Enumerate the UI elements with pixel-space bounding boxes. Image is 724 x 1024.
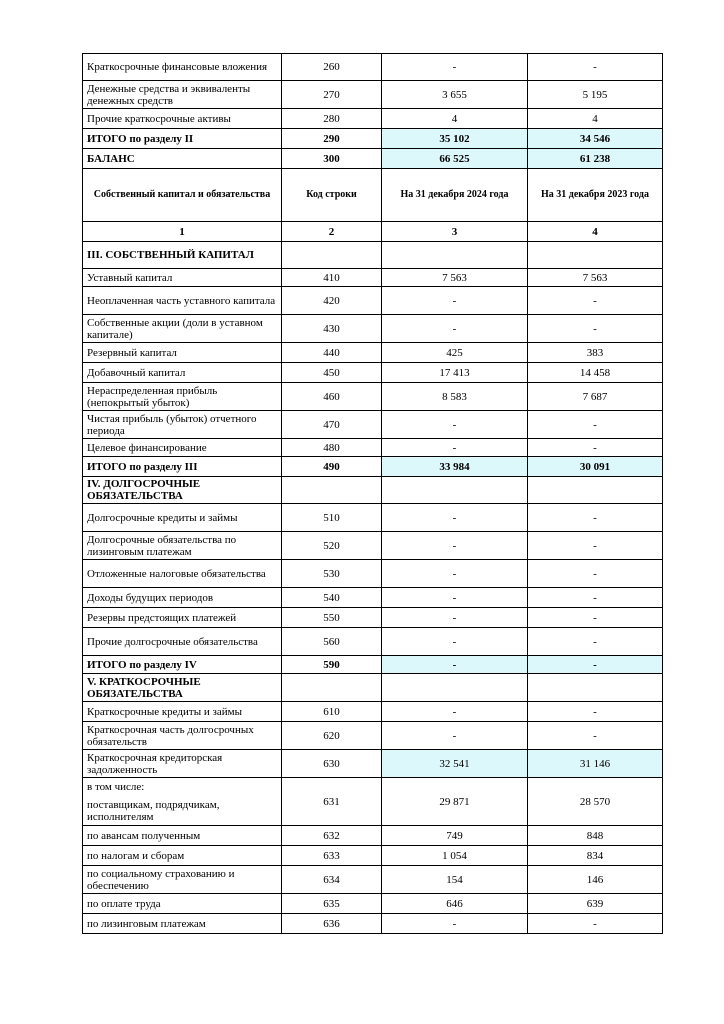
value-2024: - — [382, 532, 528, 560]
row-code: 490 — [282, 457, 382, 477]
row-name — [83, 778, 282, 826]
value-2023: 30 091 — [528, 457, 663, 477]
value-2024: 646 — [382, 894, 528, 914]
row-name: Краткосрочные кредиты и займы — [83, 702, 282, 722]
table-row — [83, 846, 663, 866]
table-row — [83, 109, 663, 129]
header-2024: На 31 декабря 2024 года — [382, 169, 528, 222]
value-2024: - — [382, 411, 528, 439]
value-2024: - — [382, 608, 528, 628]
row-name: по социальному страхованию и обеспечению — [83, 866, 282, 894]
value-2024: 425 — [382, 343, 528, 363]
row-name: Краткосрочные финансовые вложения — [83, 54, 282, 81]
value-2024: 32 541 — [382, 750, 528, 778]
row-name: Краткосрочная кредиторская задолженность — [83, 750, 282, 778]
value-2023: - — [528, 702, 663, 722]
column-number: 3 — [382, 222, 528, 242]
section-title: V. КРАТКОСРОЧНЫЕ ОБЯЗАТЕЛЬСТВА — [83, 674, 282, 702]
table-row — [83, 81, 663, 109]
table-row — [83, 411, 663, 439]
value-2024: 66 525 — [382, 149, 528, 169]
value-2023: 7 563 — [528, 269, 663, 287]
row-name: Отложенные налоговые обязательства — [83, 560, 282, 588]
value-2023: 383 — [528, 343, 663, 363]
row-code: 610 — [282, 702, 382, 722]
row-code: 635 — [282, 894, 382, 914]
value-2024: 17 413 — [382, 363, 528, 383]
row-name: Прочие долгосрочные обязательства — [83, 628, 282, 656]
row-name: Доходы будущих периодов — [83, 588, 282, 608]
value-2023: - — [528, 287, 663, 315]
row-code: 540 — [282, 588, 382, 608]
value-2024: - — [382, 914, 528, 934]
row-name: ИТОГО по разделу III — [83, 457, 282, 477]
value-2023: - — [528, 54, 663, 81]
value-2024: - — [382, 287, 528, 315]
table-row — [83, 588, 663, 608]
row-code: 270 — [282, 81, 382, 109]
value-2024: 1 054 — [382, 846, 528, 866]
value-2023: - — [528, 608, 663, 628]
table-row — [83, 914, 663, 934]
value-2023: - — [528, 588, 663, 608]
row-name: Резервы предстоящих платежей — [83, 608, 282, 628]
table-row — [83, 315, 663, 343]
table-row — [83, 628, 663, 656]
row-code: 636 — [282, 914, 382, 934]
row-code: 300 — [282, 149, 382, 169]
row-code: 430 — [282, 315, 382, 343]
balance-sheet-table — [82, 53, 663, 934]
row-name: Неоплаченная часть уставного капитала — [83, 287, 282, 315]
row-code: 560 — [282, 628, 382, 656]
value-2024: 8 583 — [382, 383, 528, 411]
table-row — [83, 722, 663, 750]
row-name: Целевое финансирование — [83, 439, 282, 457]
column-number: 1 — [83, 222, 282, 242]
row-name: по оплате труда — [83, 894, 282, 914]
row-code: 280 — [282, 109, 382, 129]
row-name: Денежные средства и эквиваленты денежных средств — [83, 81, 282, 109]
row-code: 260 — [282, 54, 382, 81]
table-row — [83, 702, 663, 722]
balance-total-row — [83, 149, 663, 169]
table-row — [83, 894, 663, 914]
row-name: Прочие краткосрочные активы — [83, 109, 282, 129]
column-number: 2 — [282, 222, 382, 242]
value-2024: - — [382, 722, 528, 750]
table-row — [83, 363, 663, 383]
row-code: 440 — [282, 343, 382, 363]
value-2023: 61 238 — [528, 149, 663, 169]
value-2023: - — [528, 722, 663, 750]
column-header-row — [83, 169, 663, 222]
value-2024: 29 871 — [382, 778, 528, 826]
value-2023: 14 458 — [528, 363, 663, 383]
table-row — [83, 504, 663, 532]
value-2023: 5 195 — [528, 81, 663, 109]
table-row — [83, 608, 663, 628]
value-2023: - — [528, 914, 663, 934]
value-2024: - — [382, 504, 528, 532]
header-2023: На 31 декабря 2023 года — [528, 169, 663, 222]
value-2023: - — [528, 504, 663, 532]
section-title: IV. ДОЛГОСРОЧНЫЕ ОБЯЗАТЕЛЬСТВА — [83, 477, 282, 504]
row-code: 290 — [282, 129, 382, 149]
header-liabilities: Собственный капитал и обязательства — [83, 169, 282, 222]
row-name: Уставный капитал — [83, 269, 282, 287]
table-row — [83, 532, 663, 560]
row-code: 480 — [282, 439, 382, 457]
value-2024: - — [382, 315, 528, 343]
row-code: 590 — [282, 656, 382, 674]
row-name: БАЛАНС — [83, 149, 282, 169]
table-row — [83, 439, 663, 457]
table-row — [83, 778, 663, 826]
column-number: 4 — [528, 222, 663, 242]
sub-row-name: поставщикам, подрядчикам, исполнителям — [87, 798, 220, 823]
value-2023: - — [528, 628, 663, 656]
row-code: 633 — [282, 846, 382, 866]
value-2023: - — [528, 315, 663, 343]
table-row — [83, 54, 663, 81]
including-label: в том числе: — [87, 780, 145, 793]
table-row — [83, 287, 663, 315]
table-row — [83, 750, 663, 778]
value-2023: - — [528, 656, 663, 674]
row-name: Долгосрочные кредиты и займы — [83, 504, 282, 532]
row-code: 510 — [282, 504, 382, 532]
value-2023: 639 — [528, 894, 663, 914]
value-2023: 28 570 — [528, 778, 663, 826]
table-row — [83, 866, 663, 894]
value-2023: - — [528, 560, 663, 588]
value-2023: 4 — [528, 109, 663, 129]
table-row — [83, 826, 663, 846]
row-name: Резервный капитал — [83, 343, 282, 363]
value-2024: - — [382, 628, 528, 656]
row-code: 631 — [282, 778, 382, 826]
section-total-row — [83, 656, 663, 674]
value-2024: 3 655 — [382, 81, 528, 109]
row-code: 520 — [282, 532, 382, 560]
row-code: 634 — [282, 866, 382, 894]
row-code: 420 — [282, 287, 382, 315]
value-2023: - — [528, 532, 663, 560]
row-code: 620 — [282, 722, 382, 750]
row-name: Долгосрочные обязательства по лизинговым платежам — [83, 532, 282, 560]
header-row-code: Код строки — [282, 169, 382, 222]
row-name: по налогам и сборам — [83, 846, 282, 866]
section-heading-row — [83, 242, 663, 269]
section-total-row — [83, 457, 663, 477]
row-code: 410 — [282, 269, 382, 287]
value-2023: 31 146 — [528, 750, 663, 778]
row-name: Нераспределенная прибыль (непокрытый убыток) — [83, 383, 282, 411]
value-2024: 33 984 — [382, 457, 528, 477]
row-code: 450 — [282, 363, 382, 383]
value-2024: 749 — [382, 826, 528, 846]
column-number-row — [83, 222, 663, 242]
section-heading-row — [83, 477, 663, 504]
row-name: ИТОГО по разделу II — [83, 129, 282, 149]
value-2024: - — [382, 588, 528, 608]
row-name: по лизинговым платежам — [83, 914, 282, 934]
value-2024: - — [382, 656, 528, 674]
value-2024: 154 — [382, 866, 528, 894]
value-2024: 35 102 — [382, 129, 528, 149]
value-2024: - — [382, 560, 528, 588]
value-2023: 34 546 — [528, 129, 663, 149]
value-2023: - — [528, 439, 663, 457]
table-row — [83, 343, 663, 363]
row-code: 550 — [282, 608, 382, 628]
section-title: III. СОБСТВЕННЫЙ КАПИТАЛ — [83, 242, 282, 269]
value-2024: - — [382, 702, 528, 722]
section-total-row — [83, 129, 663, 149]
value-2024: 7 563 — [382, 269, 528, 287]
row-code: 530 — [282, 560, 382, 588]
row-name: по авансам полученным — [83, 826, 282, 846]
row-code: 630 — [282, 750, 382, 778]
value-2023: 146 — [528, 866, 663, 894]
row-name: Собственные акции (доли в уставном капитале) — [83, 315, 282, 343]
row-code: 460 — [282, 383, 382, 411]
row-name: Краткосрочная часть долгосрочных обязательств — [83, 722, 282, 750]
row-name: Чистая прибыль (убыток) отчетного периода — [83, 411, 282, 439]
value-2023: - — [528, 411, 663, 439]
value-2023: 7 687 — [528, 383, 663, 411]
table-row — [83, 383, 663, 411]
table-row — [83, 560, 663, 588]
value-2024: - — [382, 54, 528, 81]
value-2023: 848 — [528, 826, 663, 846]
value-2024: - — [382, 439, 528, 457]
row-name: Добавочный капитал — [83, 363, 282, 383]
section-heading-row — [83, 674, 663, 702]
value-2023: 834 — [528, 846, 663, 866]
row-code: 470 — [282, 411, 382, 439]
row-code: 632 — [282, 826, 382, 846]
table-row — [83, 269, 663, 287]
value-2024: 4 — [382, 109, 528, 129]
row-name: ИТОГО по разделу IV — [83, 656, 282, 674]
